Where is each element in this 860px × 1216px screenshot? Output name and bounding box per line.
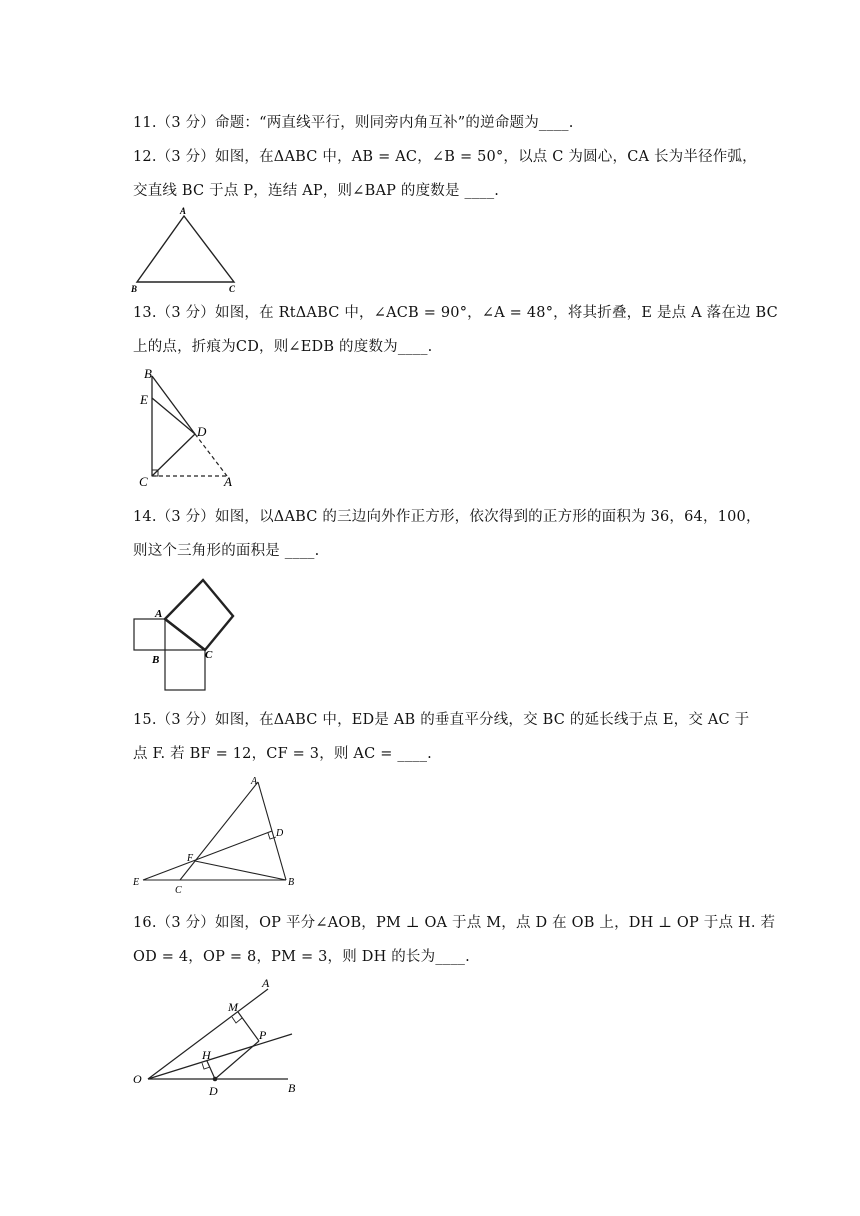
label-e: E [133, 877, 140, 888]
label-b: B [288, 1081, 296, 1095]
label-c: C [139, 474, 148, 489]
q16-angle-bisector-figure [128, 975, 313, 1099]
q15-text-line-2: 点 F. 若 BF = 12，CF = 3，则 AC = ____. [133, 746, 432, 762]
square-left [134, 619, 165, 650]
label-a: A [262, 976, 270, 990]
q13-text-line-2: 上的点，折痕为CD，则∠EDB 的度数为____. [133, 339, 433, 355]
square-bottom [165, 650, 205, 690]
label-h: H [202, 1048, 211, 1062]
q15-text-line-1: 15.（3 分）如图，在ΔABC 中，ED是 AB 的垂直平分线，交 BC 的延长线于点 E，交 AC 于 [133, 712, 750, 728]
label-b: B [288, 877, 295, 888]
label-m: M [228, 1000, 238, 1014]
q16-text-line-2: OD = 4，OP = 8，PM = 3，则 DH 的长为____. [133, 949, 470, 965]
q16-text-line-1: 16.（3 分）如图，OP 平分∠AOB，PM ⊥ OA 于点 M，点 D 在 OB 上，DH ⊥ OP 于点 H. 若 [133, 915, 776, 931]
q12-triangle-figure [125, 203, 245, 295]
q14-squares-figure [128, 574, 243, 692]
hypotenuse-ac [165, 619, 205, 650]
label-c: C [229, 284, 236, 294]
q12-text-line-1: 12.（3 分）如图，在ΔABC 中，AB = AC，∠B = 50°，以点 C 为圆心，CA 长为半径作弧， [133, 149, 757, 165]
label-b: B [144, 366, 152, 381]
label-f: F [187, 853, 194, 864]
label-p: P [259, 1028, 267, 1042]
q14-text-line-2: 则这个三角形的面积是 ____. [133, 543, 320, 559]
label-a: A [224, 474, 232, 489]
label-b: B [152, 654, 160, 666]
label-c: C [205, 649, 213, 661]
q15-bisector-figure [128, 772, 308, 896]
label-a: A [251, 776, 258, 787]
triangle-abc [137, 216, 234, 282]
label-e: E [140, 392, 148, 407]
label-d: D [209, 1084, 218, 1098]
label-a: A [155, 608, 163, 620]
label-d: D [276, 828, 284, 839]
label-d: D [197, 424, 207, 439]
label-c: C [175, 885, 182, 896]
label-a: A [180, 206, 187, 216]
label-o: O [133, 1072, 142, 1086]
q13-text-line-1: 13.（3 分）如图，在 RtΔABC 中，∠ACB = 90°，∠A = 48°，将其折叠，E 是点 A 落在边 BC [133, 305, 778, 321]
square-large [165, 580, 233, 650]
q12-text-line-2: 交直线 BC 于点 P，连结 AP，则∠BAP 的度数是 ____. [133, 183, 500, 199]
q11-text-line-1: 11.（3 分）命题：“两直线平行，则同旁内角互补”的逆命题为____. [133, 115, 574, 131]
label-b: B [131, 284, 138, 294]
q13-fold-figure [130, 362, 250, 492]
q14-text-line-1: 14.（3 分）如图，以ΔABC 的三边向外作正方形，依次得到的正方形的面积为 36，64，100， [133, 509, 761, 525]
